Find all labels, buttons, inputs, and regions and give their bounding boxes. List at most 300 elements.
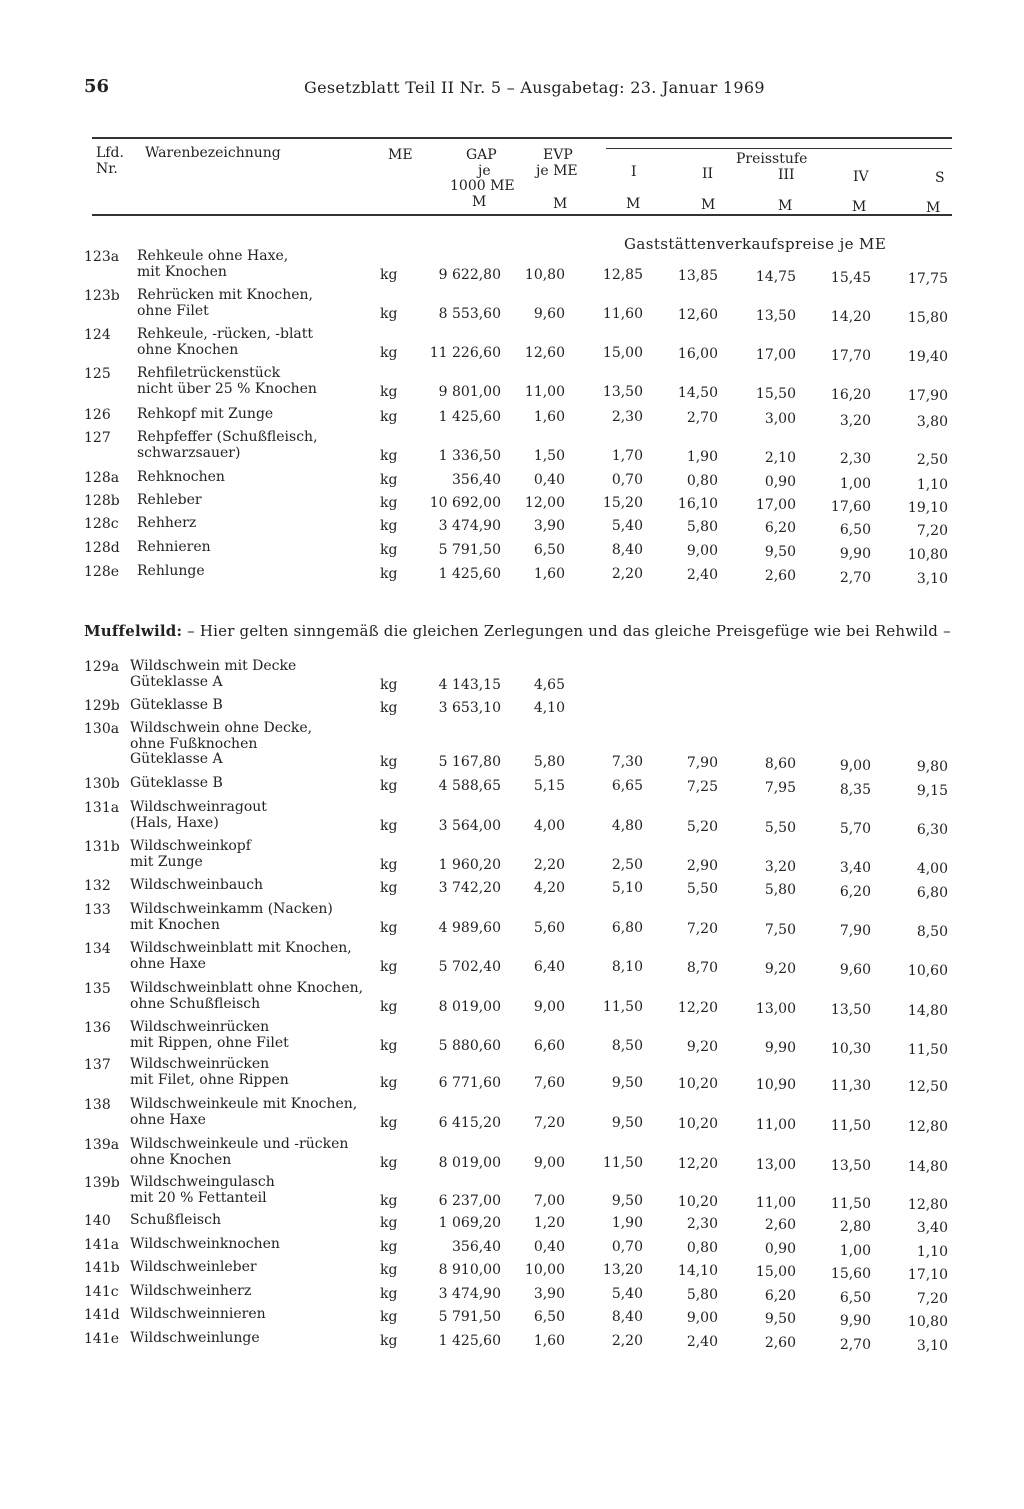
row-name-line: Rehnieren	[137, 539, 211, 555]
row-price-stufe-s: 10,80	[907, 1313, 948, 1330]
row-price-stufe-iii: 17,00	[755, 346, 796, 363]
row-gap-value: 1 336,50	[438, 447, 501, 464]
row-gap-value: 5 702,40	[438, 958, 501, 975]
row-number: 128e	[84, 564, 120, 580]
row-evp-value: 1,60	[533, 409, 565, 425]
row-price-stufe-ii: 0,80	[686, 473, 718, 490]
row-price-stufe-s: 3,80	[916, 413, 948, 430]
row-gap-value: 10 692,00	[429, 495, 501, 511]
row-price-stufe-ii: 14,50	[677, 384, 718, 401]
row-price-stufe-iv: 9,90	[839, 1312, 871, 1329]
row-evp-value: 9,00	[533, 998, 565, 1015]
row-unit: kg	[380, 447, 398, 464]
row-gap-value: 1 425,60	[438, 409, 501, 425]
row-price-stufe-iii: 9,50	[764, 1311, 796, 1328]
row-gap-value: 8 553,60	[438, 305, 501, 322]
row-name-line: Rehleber	[137, 492, 202, 508]
row-name-line: Wildschweingulasch	[130, 1174, 275, 1190]
row-price-stufe-iii: 7,50	[764, 921, 796, 938]
row-gap-value: 3 564,00	[438, 817, 501, 834]
row-price-stufe-iv: 6,50	[839, 1289, 871, 1306]
row-gap-value: 4 989,60	[438, 919, 501, 936]
row-number: 133	[84, 902, 111, 918]
row-price-stufe-iii: 15,50	[755, 385, 796, 402]
row-unit: kg	[380, 778, 398, 794]
row-price-stufe-ii: 12,20	[677, 999, 718, 1016]
row-price-stufe-iii: 3,20	[764, 858, 796, 875]
row-name-line: mit 20 % Fettanteil	[130, 1189, 267, 1206]
row-number: 128c	[84, 516, 119, 532]
row-price-stufe-s: 9,80	[916, 758, 948, 775]
row-price-stufe-ii: 1,90	[686, 448, 718, 465]
row-number: 128b	[84, 493, 120, 509]
row-price-stufe-ii: 12,20	[677, 1155, 718, 1172]
row-name-line: Wildschweinherz	[130, 1283, 252, 1299]
row-gap-value: 5 167,80	[438, 754, 501, 770]
row-price-stufe-iii: 9,20	[764, 960, 796, 977]
row-price-stufe-iii: 13,50	[755, 307, 796, 324]
row-price-stufe-ii: 0,80	[686, 1240, 718, 1257]
row-price-stufe-iv: 14,20	[830, 309, 871, 326]
row-name-line: Wildschweinragout	[130, 799, 267, 815]
row-gap-value: 11 226,60	[429, 344, 501, 361]
row-gap-value: 9 801,00	[438, 383, 501, 400]
row-price-stufe-i: 2,50	[611, 856, 643, 873]
row-price-stufe-s: 17,10	[907, 1266, 948, 1283]
row-price-stufe-iv: 6,50	[839, 521, 871, 538]
row-evp-value: 5,15	[533, 778, 565, 794]
row-number: 141b	[84, 1260, 120, 1276]
row-name-line: Schußfleisch	[130, 1212, 221, 1228]
row-name-line: Güteklasse B	[130, 697, 223, 713]
row-number: 128d	[84, 540, 120, 556]
row-price-stufe-s: 3,10	[916, 570, 948, 587]
row-name-line: ohne Haxe	[130, 1111, 206, 1128]
row-unit: kg	[380, 383, 398, 400]
row-name-line: Wildschweinlunge	[130, 1330, 260, 1346]
row-price-stufe-s: 2,50	[916, 452, 948, 469]
row-price-stufe-iii: 5,50	[764, 819, 796, 836]
row-evp-value: 6,50	[533, 542, 565, 558]
row-price-stufe-s: 4,00	[916, 861, 948, 878]
col-gap-qty: 1000 ME	[450, 178, 515, 194]
row-unit: kg	[380, 856, 398, 873]
row-price-stufe-ii: 10,20	[677, 1193, 718, 1210]
row-gap-value: 8 019,00	[438, 998, 501, 1015]
row-price-stufe-i: 2,20	[611, 1333, 643, 1349]
row-price-stufe-ii: 12,60	[677, 306, 718, 323]
row-name-line: Wildschweinrücken	[130, 1056, 270, 1072]
row-price-stufe-i: 8,40	[611, 1309, 643, 1325]
row-price-stufe-s: 14,80	[907, 1003, 948, 1020]
row-price-stufe-iv: 7,90	[839, 923, 871, 940]
page-number: 56	[84, 76, 110, 97]
row-unit: kg	[380, 1154, 398, 1171]
row-price-stufe-iv: 11,50	[830, 1118, 871, 1135]
row-price-stufe-iii: 2,60	[764, 1217, 796, 1234]
row-price-stufe-s: 17,75	[907, 271, 948, 288]
col-lfd-label: Lfd.	[96, 145, 124, 161]
row-price-stufe-s: 12,80	[907, 1119, 948, 1136]
row-number: 141c	[84, 1284, 119, 1300]
row-evp-value: 10,00	[524, 1262, 565, 1278]
row-evp-value: 0,40	[533, 472, 565, 488]
row-gap-value: 3 474,90	[438, 1286, 501, 1302]
col-preisstufe-label: Preisstufe	[736, 151, 808, 167]
row-price-stufe-iv: 3,20	[839, 412, 871, 429]
row-price-stufe-s: 14,80	[907, 1159, 948, 1176]
row-price-stufe-i: 11,50	[602, 1154, 643, 1171]
row-number: 141a	[84, 1237, 120, 1253]
row-price-stufe-i: 7,30	[611, 754, 643, 770]
col-p1-label: I	[631, 164, 637, 180]
row-price-stufe-iii: 13,00	[755, 1156, 796, 1173]
row-gap-value: 8 019,00	[438, 1154, 501, 1171]
row-name-line: Wildschweinknochen	[130, 1236, 280, 1252]
row-price-stufe-iii: 17,00	[755, 497, 796, 514]
row-number: 127	[84, 430, 111, 446]
row-unit: kg	[380, 305, 398, 322]
row-unit: kg	[380, 472, 398, 488]
row-name-line: nicht über 25 % Knochen	[137, 380, 317, 397]
row-price-stufe-iii: 11,00	[755, 1194, 796, 1211]
row-number: 139b	[84, 1175, 120, 1191]
row-gap-value: 8 910,00	[438, 1262, 501, 1278]
row-gap-value: 356,40	[452, 1239, 501, 1255]
row-evp-value: 7,00	[533, 1192, 565, 1209]
row-number: 124	[84, 327, 111, 343]
row-unit: kg	[380, 754, 398, 770]
row-price-stufe-iii: 11,00	[755, 1116, 796, 1133]
row-number: 131a	[84, 800, 120, 816]
row-gap-value: 9 622,80	[438, 266, 501, 283]
row-price-stufe-iv: 9,60	[839, 962, 871, 979]
row-price-stufe-i: 1,70	[611, 447, 643, 464]
row-price-stufe-iii: 15,00	[755, 1264, 796, 1281]
row-evp-value: 1,50	[533, 447, 565, 464]
row-price-stufe-ii: 7,25	[686, 779, 718, 796]
row-price-stufe-s: 12,50	[907, 1079, 948, 1096]
row-price-stufe-i: 0,70	[611, 1239, 643, 1255]
row-number: 123b	[84, 288, 120, 304]
row-price-stufe-iv: 15,45	[830, 270, 871, 287]
row-gap-value: 1 425,60	[438, 566, 501, 582]
row-price-stufe-ii: 2,70	[686, 410, 718, 427]
row-name-line: Rehkopf mit Zunge	[137, 406, 274, 422]
col-ps-label: S	[935, 170, 945, 186]
row-name-line: ohne Schußfleisch	[130, 995, 261, 1012]
row-unit: kg	[380, 344, 398, 361]
row-price-stufe-s: 3,40	[916, 1219, 948, 1236]
row-number: 126	[84, 407, 111, 423]
row-price-stufe-iv: 13,50	[830, 1002, 871, 1019]
row-price-stufe-ii: 5,80	[686, 519, 718, 536]
col-me-label: ME	[388, 147, 413, 163]
row-name-line: schwarzsauer)	[137, 444, 241, 461]
row-price-stufe-i: 9,50	[611, 1192, 643, 1209]
row-number: 123a	[84, 249, 120, 265]
row-price-stufe-ii: 9,00	[686, 543, 718, 560]
row-price-stufe-iv: 5,70	[839, 821, 871, 838]
row-unit: kg	[380, 266, 398, 283]
row-number: 130b	[84, 776, 120, 792]
row-number: 132	[84, 878, 111, 894]
row-unit: kg	[380, 1215, 398, 1231]
row-price-stufe-iv: 8,35	[839, 781, 871, 798]
row-name-line: Güteklasse B	[130, 775, 223, 791]
row-price-stufe-i: 13,50	[602, 383, 643, 400]
row-gap-value: 5 791,50	[438, 1309, 501, 1325]
row-evp-value: 3,90	[533, 518, 565, 534]
row-name-line: ohne Fußknochen	[130, 735, 258, 752]
row-unit: kg	[380, 1037, 398, 1054]
row-name-line: mit Knochen	[137, 263, 227, 280]
row-price-stufe-s: 9,15	[916, 782, 948, 799]
row-gap-value: 5 880,60	[438, 1037, 501, 1054]
row-unit: kg	[380, 676, 398, 693]
row-number: 136	[84, 1020, 111, 1036]
row-price-stufe-ii: 14,10	[677, 1263, 718, 1280]
col-evp-label: EVP	[543, 147, 573, 163]
col-name-label: Warenbezeichnung	[145, 145, 281, 161]
row-price-stufe-iv: 2,80	[839, 1218, 871, 1235]
row-price-stufe-ii: 5,80	[686, 1287, 718, 1304]
row-price-stufe-iii: 2,60	[764, 1335, 796, 1352]
table-top-rule	[92, 137, 952, 139]
row-number: 125	[84, 366, 111, 382]
row-evp-value: 7,20	[533, 1114, 565, 1131]
row-name-line: Rehfiletrückenstück	[137, 365, 281, 381]
row-price-stufe-iv: 2,30	[839, 451, 871, 468]
row-unit: kg	[380, 495, 398, 511]
row-price-stufe-s: 6,30	[916, 822, 948, 839]
row-price-stufe-i: 5,10	[611, 880, 643, 896]
row-number: 134	[84, 941, 111, 957]
row-price-stufe-ii: 16,00	[677, 345, 718, 362]
row-name-line: Wildschweinbauch	[130, 877, 264, 893]
row-unit: kg	[380, 1262, 398, 1278]
row-evp-value: 9,60	[533, 305, 565, 322]
row-price-stufe-iii: 7,95	[764, 780, 796, 797]
row-price-stufe-ii: 2,40	[686, 567, 718, 584]
row-unit: kg	[380, 1192, 398, 1209]
row-number: 141d	[84, 1307, 120, 1323]
row-unit: kg	[380, 880, 398, 896]
row-price-stufe-s: 19,40	[907, 349, 948, 366]
row-gap-value: 1 425,60	[438, 1333, 501, 1349]
row-name-line: Rehknochen	[137, 469, 225, 485]
row-price-stufe-i: 8,10	[611, 958, 643, 975]
row-gap-value: 356,40	[452, 472, 501, 488]
preisstufe-rule	[606, 148, 952, 149]
row-name-line: Rehlunge	[137, 563, 205, 579]
row-unit: kg	[380, 518, 398, 534]
row-price-stufe-ii: 7,20	[686, 920, 718, 937]
row-gap-value: 1 960,20	[438, 856, 501, 873]
row-price-stufe-iii: 10,90	[755, 1076, 796, 1093]
row-unit: kg	[380, 817, 398, 834]
row-evp-value: 1,60	[533, 566, 565, 582]
row-name-line: Rehherz	[137, 515, 197, 531]
row-number: 140	[84, 1213, 111, 1229]
row-unit: kg	[380, 1333, 398, 1349]
row-name-line: Wildschweinkeule und -rücken	[130, 1136, 349, 1152]
col-nr-label: Nr.	[96, 161, 118, 177]
row-name-line: Wildschweinblatt ohne Knochen,	[130, 980, 364, 996]
row-price-stufe-ii: 13,85	[677, 267, 718, 284]
row-evp-value: 3,90	[533, 1286, 565, 1302]
row-evp-value: 6,60	[533, 1037, 565, 1054]
row-price-stufe-iii: 14,75	[755, 268, 796, 285]
row-price-stufe-i: 8,40	[611, 542, 643, 558]
row-price-stufe-s: 3,10	[916, 1337, 948, 1354]
row-price-stufe-iii: 0,90	[764, 474, 796, 491]
row-price-stufe-iv: 10,30	[830, 1041, 871, 1058]
col-p3-label: III	[778, 167, 795, 183]
row-name-line: Wildschweinkeule mit Knochen,	[130, 1096, 358, 1112]
row-evp-value: 7,60	[533, 1074, 565, 1091]
row-name-line: ohne Haxe	[130, 955, 206, 972]
row-number: 141e	[84, 1331, 120, 1347]
row-price-stufe-ii: 2,40	[686, 1334, 718, 1351]
section-note-text: – Hier gelten sinngemäß die gleichen Zerlegungen und das gleiche Preisgefüge wie bei Rehwild –	[182, 622, 951, 640]
row-gap-value: 6 237,00	[438, 1192, 501, 1209]
row-evp-value: 5,80	[533, 754, 565, 770]
row-price-stufe-iii: 6,20	[764, 520, 796, 537]
row-price-stufe-ii: 10,20	[677, 1075, 718, 1092]
row-price-stufe-iv: 2,70	[839, 1336, 871, 1353]
row-price-stufe-s: 1,10	[916, 476, 948, 493]
row-price-stufe-i: 6,80	[611, 919, 643, 936]
row-gap-value: 3 653,10	[438, 700, 501, 716]
row-unit: kg	[380, 700, 398, 716]
row-gap-value: 6 415,20	[438, 1114, 501, 1131]
row-price-stufe-iv: 9,90	[839, 545, 871, 562]
row-price-stufe-s: 11,50	[907, 1042, 948, 1059]
row-price-stufe-iv: 2,70	[839, 569, 871, 586]
row-price-stufe-iii: 9,50	[764, 544, 796, 561]
row-name-line: Wildschweinleber	[130, 1259, 257, 1275]
row-price-stufe-ii: 16,10	[677, 496, 718, 513]
row-number: 138	[84, 1097, 111, 1113]
row-gap-value: 5 791,50	[438, 542, 501, 558]
row-gap-value: 4 143,15	[438, 676, 501, 693]
row-price-stufe-i: 15,20	[602, 495, 643, 511]
row-name-line: Wildschweinkamm (Nacken)	[130, 901, 333, 917]
row-price-stufe-iii: 5,80	[764, 882, 796, 899]
row-evp-value: 1,20	[533, 1215, 565, 1231]
row-price-stufe-s: 7,20	[916, 522, 948, 539]
row-price-stufe-s: 19,10	[907, 499, 948, 516]
row-price-stufe-s: 7,20	[916, 1290, 948, 1307]
col-evp-unit: M	[553, 196, 568, 212]
row-name-line: Rehkeule, -rücken, -blatt	[137, 326, 314, 342]
row-evp-value: 11,00	[524, 383, 565, 400]
row-evp-value: 9,00	[533, 1154, 565, 1171]
col-p3-unit: M	[778, 198, 793, 214]
row-price-stufe-i: 11,60	[602, 305, 643, 322]
row-number: 137	[84, 1057, 111, 1073]
row-name-line: mit Zunge	[130, 853, 203, 870]
row-evp-value: 2,20	[533, 856, 565, 873]
row-price-stufe-i: 9,50	[611, 1114, 643, 1131]
row-price-stufe-iv: 11,30	[830, 1078, 871, 1095]
row-price-stufe-i: 5,40	[611, 1286, 643, 1302]
row-price-stufe-iii: 6,20	[764, 1288, 796, 1305]
row-name-line: Wildschweinblatt mit Knochen,	[130, 940, 352, 956]
row-price-stufe-iii: 3,00	[764, 411, 796, 428]
row-price-stufe-i: 2,30	[611, 409, 643, 425]
row-evp-value: 12,60	[524, 344, 565, 361]
row-price-stufe-i: 13,20	[602, 1262, 643, 1278]
col-p2-label: II	[702, 166, 714, 182]
row-price-stufe-iv: 1,00	[839, 1242, 871, 1259]
row-unit: kg	[380, 919, 398, 936]
row-price-stufe-s: 8,50	[916, 924, 948, 941]
row-unit: kg	[380, 409, 398, 425]
col-gap-unit: M	[472, 194, 487, 210]
row-price-stufe-i: 11,50	[602, 998, 643, 1015]
row-number: 131b	[84, 839, 120, 855]
row-price-stufe-iv: 1,00	[839, 475, 871, 492]
row-evp-value: 4,20	[533, 880, 565, 896]
row-price-stufe-ii: 5,20	[686, 818, 718, 835]
col-p4-label: IV	[853, 169, 869, 185]
row-name-line: (Hals, Haxe)	[130, 814, 219, 831]
row-name-line: ohne Filet	[137, 302, 209, 319]
row-unit: kg	[380, 1074, 398, 1091]
row-price-stufe-s: 10,80	[907, 546, 948, 563]
row-price-stufe-iv: 17,60	[830, 498, 871, 515]
row-price-stufe-s: 1,10	[916, 1243, 948, 1260]
row-name-line: Rehpfeffer (Schußfleisch,	[137, 429, 318, 445]
row-evp-value: 4,10	[533, 700, 565, 716]
col-p2-unit: M	[701, 197, 716, 213]
row-evp-value: 0,40	[533, 1239, 565, 1255]
row-price-stufe-ii: 10,20	[677, 1115, 718, 1132]
row-name-line: mit Filet, ohne Rippen	[130, 1071, 289, 1088]
row-unit: kg	[380, 566, 398, 582]
row-number: 129a	[84, 659, 120, 675]
row-unit: kg	[380, 998, 398, 1015]
row-evp-value: 4,00	[533, 817, 565, 834]
row-name-line: Güteklasse A	[130, 673, 223, 690]
row-unit: kg	[380, 958, 398, 975]
row-price-stufe-s: 6,80	[916, 884, 948, 901]
row-name-line: Rehkeule ohne Haxe,	[137, 248, 289, 264]
row-number: 135	[84, 981, 111, 997]
row-price-stufe-ii: 5,50	[686, 881, 718, 898]
row-evp-value: 10,80	[524, 266, 565, 283]
row-unit: kg	[380, 1239, 398, 1255]
table-header-rule	[92, 214, 952, 216]
row-price-stufe-s: 15,80	[907, 310, 948, 327]
row-price-stufe-ii: 2,90	[686, 857, 718, 874]
row-price-stufe-ii: 9,20	[686, 1038, 718, 1055]
row-number: 128a	[84, 470, 120, 486]
row-unit: kg	[380, 1114, 398, 1131]
row-number: 139a	[84, 1137, 120, 1153]
row-price-stufe-iv: 15,60	[830, 1265, 871, 1282]
row-price-stufe-i: 9,50	[611, 1074, 643, 1091]
col-p1-unit: M	[626, 196, 641, 212]
row-price-stufe-iv: 16,20	[830, 387, 871, 404]
row-price-stufe-i: 4,80	[611, 817, 643, 834]
row-number: 130a	[84, 721, 120, 737]
row-price-stufe-iii: 8,60	[764, 756, 796, 773]
row-number: 129b	[84, 698, 120, 714]
row-name-line: Wildschweinkopf	[130, 838, 251, 854]
